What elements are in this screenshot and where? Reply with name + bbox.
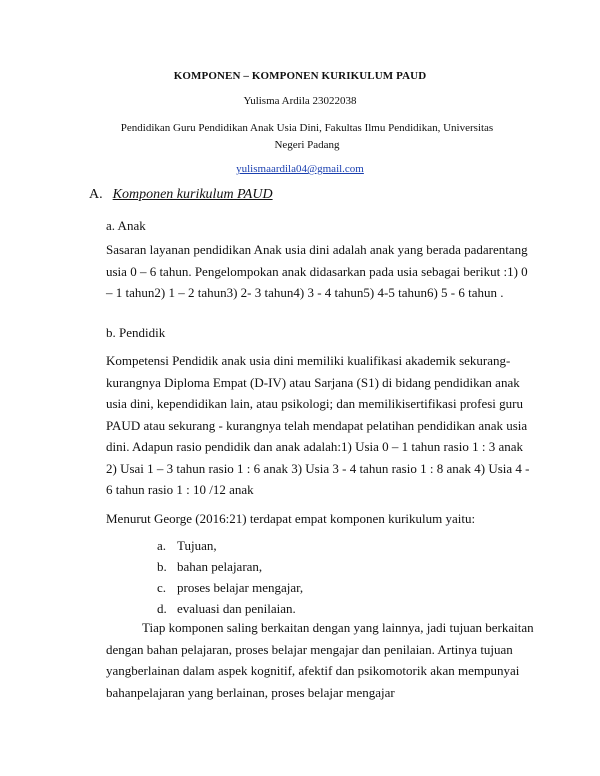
- component-list: [157, 535, 303, 619]
- list-text: proses belajar mengajar,: [177, 580, 304, 595]
- paragraph-pendidik: Kompetensi Pendidik anak usia dini memiliki kualifikasi akademik sekurang-kurangnya Diploma Empat (D-IV) atau Sarjana (S1) di bidang pendidikan anak usia dini, kependidikan lain, atau psikologi; dan memilikisertifikasi profesi guru PAUD atau sekurang - kurangnya telah mendapat pelatihan pendidikan anak usia dini. Adapun rasio pendidik dan anak adalah:1) Usia 0 – 1 tahun rasio 1 : 3 anak 2) Usai 1 – 3 tahun rasio 1 : 6 anak 3) Usia 3 - 4 tahun rasio 1 : 8 anak 4) Usia 4 - 6 tahun rasio 1 : 10 /12 anak: [106, 353, 530, 497]
- list-text: evaluasi dan penilaian.: [177, 601, 296, 616]
- paragraph-closing: Tiap komponen saling berkaitan dengan yang lainnya, jadi tujuan berkaitan dengan bahan pelajaran, proses belajar mengajar dan penilaian. Artinya tujuan yangberlainan dalam aspek kognitif, afektif dan psikomotorik akan mempunyai bahanpelajaran yang berlainan, proses belajar mengajar: [106, 620, 534, 700]
- section-a-title: Komponen kurikulum PAUD: [112, 187, 273, 202]
- document-title: KOMPONEN – KOMPONEN KURIKULUM PAUD: [173, 70, 427, 82]
- list-marker: d.: [157, 601, 167, 616]
- list-item: [157, 556, 303, 577]
- paragraph-george-intro: Menurut George (2016:21) terdapat empat komponen kurikulum yaitu:: [106, 511, 476, 526]
- affiliation: Pendidikan Guru Pendidikan Anak Usia Dini, Fakultas Ilmu Pendidikan, Universitas Negeri Padang: [120, 122, 494, 151]
- list-marker: a.: [157, 538, 167, 553]
- list-text: bahan pelajaran,: [177, 559, 263, 574]
- list-marker: b.: [157, 559, 167, 574]
- subheading-anak: a. Anak: [106, 218, 146, 233]
- subheading-pendidik: b. Pendidik: [106, 325, 166, 340]
- section-a-label: A.: [89, 187, 103, 202]
- list-item: [157, 535, 303, 556]
- section-a-heading: [89, 187, 273, 203]
- list-item: [157, 598, 303, 619]
- list-item: [157, 577, 303, 598]
- list-text: Tujuan,: [177, 538, 217, 553]
- author-line: Yulisma Ardila 23022038: [243, 95, 357, 107]
- list-marker: c.: [157, 580, 167, 595]
- email-link[interactable]: yulismaardila04@gmail.com: [236, 163, 364, 175]
- email-line: [0, 163, 600, 175]
- paragraph-anak: Sasaran layanan pendidikan Anak usia dini adalah anak yang berada padarentang usia 0 – 6 tahun. Pengelompokan anak didasarkan pada usia sebagai berikut :1) 0 – 1 tahun2) 1 – 2 tahun3) 2- 3 tahun4) 3 - 4 tahun5) 4-5 tahun6) 5 - 6 tahun .: [106, 242, 528, 300]
